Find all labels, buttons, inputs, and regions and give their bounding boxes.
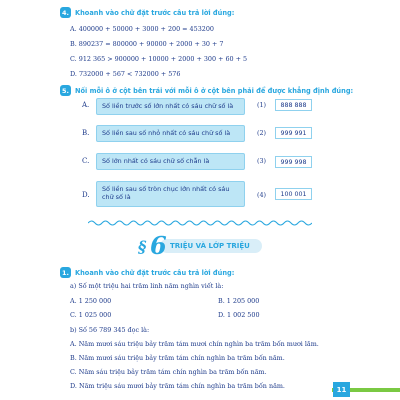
match-num-1: (1) [257,101,267,109]
option-letter: D. [70,70,77,78]
option-text: 400000 + 50000 + 3000 + 200 = 453200 [78,25,214,33]
option-letter: C. [70,55,77,63]
match-num-3: (3) [257,157,267,165]
s1-instruction: Khoanh vào chữ đặt trước câu trả lời đúng: [75,268,235,277]
option-letter: C. [70,368,77,376]
s1b-option-d[interactable] [70,383,285,391]
option-text: 1 205 000 [226,297,260,305]
s1a-prompt: a) Số một triệu hai trăm linh năm nghìn viết là: [70,282,224,290]
q4-number: 4. [62,8,69,17]
match-num-4: (4) [257,191,267,199]
q4-instruction: Khoanh vào chữ đặt trước câu trả lời đúng: [75,8,235,17]
option-text: 912 365 > 900000 + 10000 + 2000 + 300 + 60 + 5 [78,55,248,63]
s1b-option-c[interactable] [70,369,267,377]
option-text: 1 002 500 [226,311,260,319]
option-text: Năm triệu sáu mươi bảy trăm tám chín nghìn ba trăm bốn năm. [78,382,285,390]
match-letter-b: B. [82,129,90,137]
option-text: 1 025 000 [78,311,112,319]
option-letter: A. [70,25,77,33]
match-letter-d: D. [82,191,90,199]
q4-option-a[interactable] [70,26,214,34]
match-right-1[interactable]: 888 888 [275,99,312,111]
option-letter: B. [70,40,77,48]
s1b-option-b[interactable] [70,355,285,363]
s1a-option-d[interactable] [218,312,260,320]
option-text: 1 250 000 [78,297,112,305]
section-symbol: § [138,237,147,256]
match-letter-a: A. [82,101,90,109]
match-right-3[interactable]: 999 998 [275,156,312,168]
option-letter: B. [218,297,225,305]
q4-option-d[interactable] [70,71,180,79]
match-letter-c: C. [82,157,90,165]
section-heading [138,233,262,259]
option-letter: A. [70,297,77,305]
q4-option-c[interactable] [70,56,247,64]
match-left-c[interactable]: Số lớn nhất có sáu chữ số chẵn là [96,153,245,170]
match-right-4[interactable]: 100 001 [275,188,312,200]
s1-number: 1. [62,268,69,277]
section-title: TRIỆU VÀ LỚP TRIỆU [170,242,250,250]
option-text: 890237 = 800000 + 90000 + 2000 + 30 + 7 [78,40,224,48]
s1-header [60,267,234,278]
option-text: Năm sáu triệu bảy trăm tám chín nghìn ba trăm bốn năm. [78,368,267,376]
s1b-option-a[interactable] [70,341,319,349]
option-letter: A. [70,340,77,348]
q4-header [60,7,234,18]
s1a-option-b[interactable] [218,298,259,306]
wavy-divider [88,218,312,228]
page-number: 11 [333,382,350,397]
option-text: Năm mươi sáu triệu bảy trăm tám mươi chín nghìn ba trăm bốn mươi lăm. [78,340,319,348]
match-left-b[interactable]: Số liền sau số nhỏ nhất có sáu chữ số là [96,125,245,142]
match-num-2: (2) [257,129,267,137]
option-letter: D. [218,311,225,319]
match-left-a[interactable]: Số liền trước số lớn nhất có sáu chữ số là [96,98,245,115]
s1a-option-c[interactable] [70,312,111,320]
s1b-prompt: b) Số 56 789 345 đọc là: [70,326,150,334]
option-text: 732000 + 567 < 732000 + 576 [78,70,181,78]
q5-number: 5. [62,86,69,95]
q4-option-b[interactable] [70,41,223,49]
option-letter: B. [70,354,77,362]
option-text: Năm mươi sáu triệu bảy trăm tám chín nghìn ba trăm bốn năm. [78,354,285,362]
q5-header [60,85,353,96]
option-letter: C. [70,311,77,319]
s1a-option-a[interactable] [70,298,111,306]
section-number: 6 [150,231,167,260]
q5-instruction: Nối mỗi ô ở cột bên trái với mỗi ô ở cột bên phải để được khẳng định đúng: [75,86,354,95]
match-left-d[interactable]: Số liền sau số tròn chục lớn nhất có sáu chữ số là [96,181,245,207]
option-letter: D. [70,382,77,390]
match-right-2[interactable]: 999 991 [275,127,312,139]
